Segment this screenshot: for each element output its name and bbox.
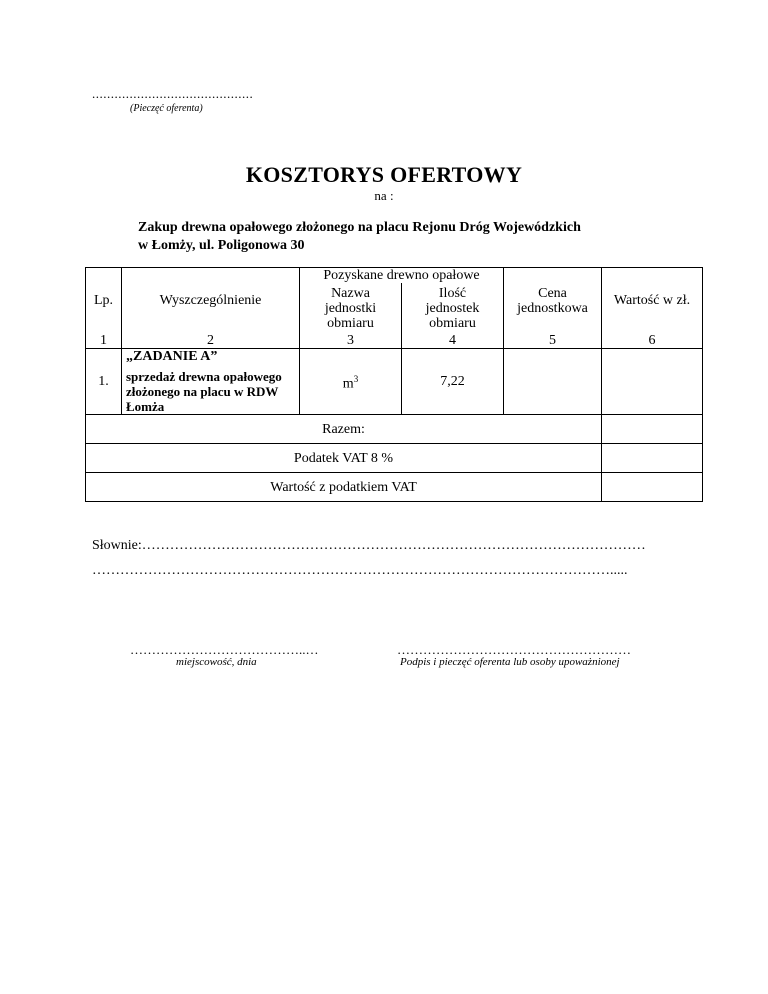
task-description: sprzedaż drewna opałowego złożonego na placu w RDW Łomża — [126, 369, 282, 414]
signature-caption: Podpis i pieczęć oferenta lub osoby upoważnionej — [400, 656, 620, 668]
header-unit-qty — [402, 283, 504, 333]
signature-dotted-line: ……………………………………………… — [397, 642, 631, 657]
row-unit — [300, 349, 402, 415]
document-title-suffix: na : — [374, 188, 394, 203]
row-lp: 1. — [86, 349, 122, 415]
summary-gross-label: Wartość z podatkiem VAT — [86, 473, 602, 502]
subject-line-1: Zakup drewna opałowego złożonego na placu Rejonu Dróg Wojewódzkich — [138, 220, 581, 235]
header-unit-name-text: Nazwa jednostki obmiaru — [324, 285, 377, 331]
summary-gross-value — [602, 473, 703, 502]
row-description — [122, 349, 300, 415]
task-title: „ZADANIE A” — [126, 349, 218, 364]
colnum-4: 4 — [402, 333, 504, 349]
summary-total-label: Razem: — [86, 415, 602, 444]
table-row — [86, 349, 703, 415]
subject-line-2: w Łomży, ul. Poligonowa 30 — [138, 238, 305, 253]
colnum-3: 3 — [300, 333, 402, 349]
header-lp: Lp. — [86, 268, 122, 334]
row-quantity: 7,22 — [402, 349, 504, 415]
colnum-1: 1 — [86, 333, 122, 349]
amount-in-words-line-1: Słownie:……………………………………………………………………………………………… — [92, 538, 646, 553]
place-date-dotted-line: …………………………………..… — [130, 642, 319, 657]
header-value: Wartość w zł. — [602, 268, 703, 334]
document-title: KOSZTORYS OFERTOWY — [245, 162, 523, 187]
row-value — [602, 349, 703, 415]
header-unit-price: Cena jednostkowa — [504, 268, 602, 334]
stamp-caption: (Pieczęć oferenta) — [130, 103, 203, 114]
header-unit-name — [300, 283, 402, 333]
header-wood-group: Pozyskane drewno opałowe — [300, 268, 504, 284]
header-item: Wyszczególnienie — [122, 268, 300, 334]
cost-estimate-table — [85, 267, 703, 502]
row-unit-sup: 3 — [353, 373, 359, 384]
colnum-2: 2 — [122, 333, 300, 349]
amount-in-words-line-2: …………………………………………………………………………………………………..... — [92, 563, 628, 578]
colnum-6: 6 — [602, 333, 703, 349]
header-unit-qty-text: Ilość jednostek obmiaru — [425, 285, 480, 331]
summary-total-value — [602, 415, 703, 444]
colnum-5: 5 — [504, 333, 602, 349]
subject-text — [138, 219, 683, 255]
place-date-caption: miejscowość, dnia — [176, 656, 257, 668]
row-unit-price — [504, 349, 602, 415]
stamp-dotted-line: ........................................... — [92, 86, 254, 101]
summary-vat-value — [602, 444, 703, 473]
summary-vat-label: Podatek VAT 8 % — [86, 444, 602, 473]
row-unit-text: m — [342, 376, 354, 392]
